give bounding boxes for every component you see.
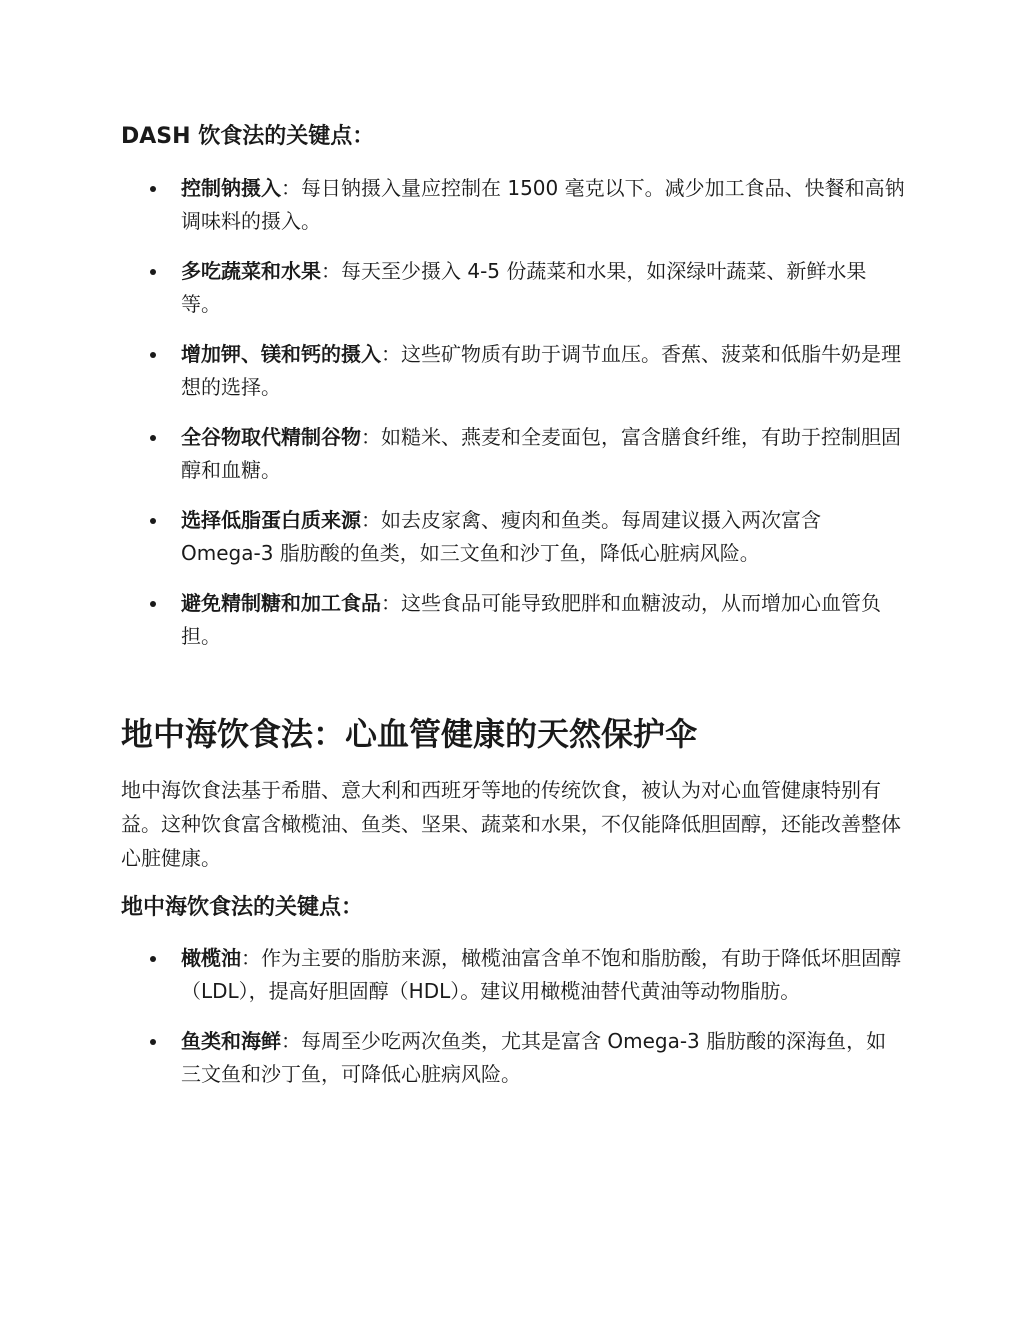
dash-key-points-list [0, 172, 1024, 670]
mediterranean-key-points-heading: 地中海饮食法的关键点： [121, 895, 364, 920]
item-text: 这些食品可能导致肥胖和血糖波动，从而增加心血管负担。 [181, 591, 881, 648]
mediterranean-section-title: 地中海饮食法：心血管健康的天然保护伞 [121, 715, 698, 753]
list-item [0, 587, 906, 653]
bullet-icon [150, 186, 156, 192]
list-item [0, 338, 906, 404]
item-separator: ： [321, 259, 341, 283]
item-separator: ： [361, 425, 381, 449]
item-term: 鱼类和海鲜 [181, 1029, 281, 1053]
item-text: 每天至少摄入 4-5 份蔬菜和水果，如深绿叶蔬菜、新鲜水果等。 [181, 259, 867, 316]
list-item [0, 942, 906, 1008]
bullet-icon [150, 269, 156, 275]
list-item [0, 1025, 906, 1091]
bullet-icon [150, 518, 156, 524]
item-term: 全谷物取代精制谷物 [181, 425, 361, 449]
bullet-icon [150, 435, 156, 441]
item-text: 每日钠摄入量应控制在 1500 毫克以下。减少加工食品、快餐和高钠调味料的摄入。 [181, 176, 905, 233]
bullet-icon [150, 1039, 156, 1045]
item-term: 控制钠摄入 [181, 176, 281, 200]
item-term: 橄榄油 [181, 946, 241, 970]
item-term: 多吃蔬菜和水果 [181, 259, 321, 283]
mediterranean-key-points-list [0, 942, 1024, 1108]
bullet-icon [150, 956, 156, 962]
list-item [0, 504, 906, 570]
item-term: 选择低脂蛋白质来源 [181, 508, 361, 532]
list-item [0, 255, 906, 321]
list-item [0, 172, 906, 238]
item-text: 如去皮家禽、瘦肉和鱼类。每周建议摄入两次富含 Omega-3 脂肪酸的鱼类，如三文鱼和沙丁鱼，降低心脏病风险。 [181, 508, 821, 565]
item-term: 增加钾、镁和钙的摄入 [181, 342, 381, 366]
item-separator: ： [381, 342, 401, 366]
bullet-icon [150, 352, 156, 358]
item-separator: ： [281, 176, 301, 200]
item-separator: ： [241, 946, 261, 970]
item-text: 这些矿物质有助于调节血压。香蕉、菠菜和低脂牛奶是理想的选择。 [181, 342, 901, 399]
item-separator: ： [281, 1029, 301, 1053]
item-text: 每周至少吃两次鱼类，尤其是富含 Omega-3 脂肪酸的深海鱼，如三文鱼和沙丁鱼，可降低心脏病风险。 [181, 1029, 887, 1086]
item-separator: ： [381, 591, 401, 615]
bullet-icon [150, 601, 156, 607]
mediterranean-intro-paragraph: 地中海饮食法基于希腊、意大利和西班牙等地的传统饮食，被认为对心血管健康特别有益。这种饮食富含橄榄油、鱼类、坚果、蔬菜和水果，不仅能降低胆固醇，还能改善整体心脏健康。 [121, 778, 901, 870]
item-term: 避免精制糖和加工食品 [181, 591, 381, 615]
item-text: 如糙米、燕麦和全麦面包，富含膳食纤维，有助于控制胆固醇和血糖。 [181, 425, 901, 482]
item-text: 作为主要的脂肪来源，橄榄油富含单不饱和脂肪酸，有助于降低坏胆固醇（LDL），提高好胆固醇（HDL）。建议用橄榄油替代黄油等动物脂肪。 [181, 946, 901, 1003]
list-item [0, 421, 906, 487]
item-separator: ： [361, 508, 381, 532]
dash-key-points-heading: DASH 饮食法的关键点： [121, 124, 375, 149]
